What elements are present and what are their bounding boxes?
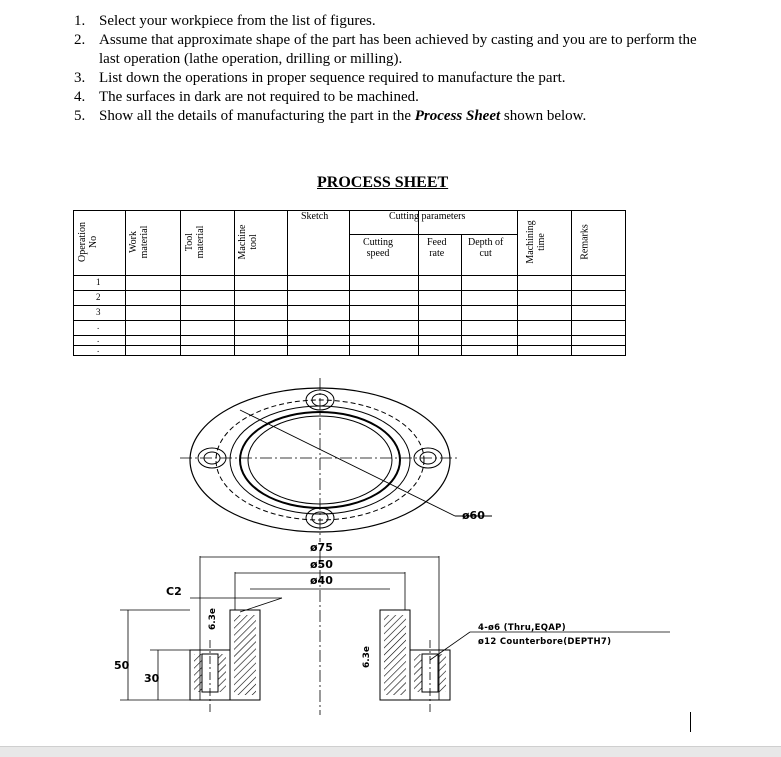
surface-finish-right: 6.3e — [362, 645, 373, 669]
process-sheet-title: PROCESS SHEET — [317, 174, 449, 191]
header-remarks: Remarks — [579, 224, 591, 260]
dim-d40: ø40 — [310, 574, 333, 587]
header-cutting-speed: Cutting speed — [363, 237, 394, 259]
flange-drawing — [110, 370, 690, 720]
hole-note-counterbore: ø12 Counterbore(DEPTH7) — [478, 637, 612, 647]
header-machining-time: Machining time — [525, 220, 547, 264]
text-cursor — [690, 712, 691, 732]
instruction-number: 4. — [74, 89, 86, 105]
header-tool-material: Tool material — [184, 225, 206, 259]
instruction-item — [74, 107, 714, 126]
row-number: . — [97, 321, 100, 331]
instruction-text: Show all the details of manufacturing the part in the — [99, 108, 415, 124]
row-number: . — [97, 334, 100, 344]
instruction-item — [74, 12, 714, 31]
instruction-number: 2. — [74, 32, 86, 48]
instruction-text: List down the operations in proper sequence required to manufacture the part. — [99, 70, 566, 86]
instruction-number: 3. — [74, 70, 86, 86]
header-work-material: Work material — [128, 225, 150, 259]
instruction-number: 1. — [74, 13, 86, 29]
instruction-text: shown below. — [500, 108, 587, 124]
instruction-item — [74, 31, 714, 69]
header-feed-rate: Feed rate — [427, 237, 447, 259]
dim-height-50: 50 — [114, 659, 130, 672]
header-operation-no: Operation No — [77, 222, 99, 262]
instruction-text: Select your workpiece from the list of figures. — [99, 13, 376, 29]
dim-d60: ø60 — [462, 509, 485, 522]
process-sheet-table — [73, 210, 626, 356]
top-view — [180, 378, 492, 542]
row-number: 3 — [96, 307, 101, 317]
window-bottom-bar — [0, 746, 781, 757]
row-number: 2 — [96, 292, 101, 302]
header-depth-of-cut: Depth of cut — [468, 237, 504, 259]
instruction-item — [74, 88, 714, 107]
header-machine-tool: Machine tool — [237, 224, 259, 260]
instruction-number: 5. — [74, 108, 86, 124]
section-view — [120, 550, 670, 715]
surface-finish-left: 6.3e — [208, 607, 219, 631]
dim-d50: ø50 — [310, 558, 333, 571]
engineering-drawing — [110, 370, 690, 720]
hole-note-thru: 4-ø6 (Thru,EQAP) — [478, 623, 566, 633]
row-number: . — [97, 344, 100, 354]
instructions-list — [74, 12, 714, 126]
dim-chamfer: C2 — [166, 585, 182, 598]
instruction-emphasis: Process Sheet — [414, 108, 501, 124]
row-number: 1 — [96, 277, 101, 287]
instruction-text: The surfaces in dark are not required to be machined. — [99, 89, 419, 105]
dim-height-30: 30 — [144, 672, 160, 685]
instruction-item — [74, 69, 714, 88]
instruction-text: Assume that approximate shape of the part has been achieved by casting and you are to perform the last operation (lathe operation, drilling or milling). — [99, 32, 697, 67]
header-sketch: Sketch — [301, 211, 329, 222]
dim-d75: ø75 — [310, 541, 333, 554]
header-cutting-parameters: Cutting parameters — [389, 211, 466, 222]
